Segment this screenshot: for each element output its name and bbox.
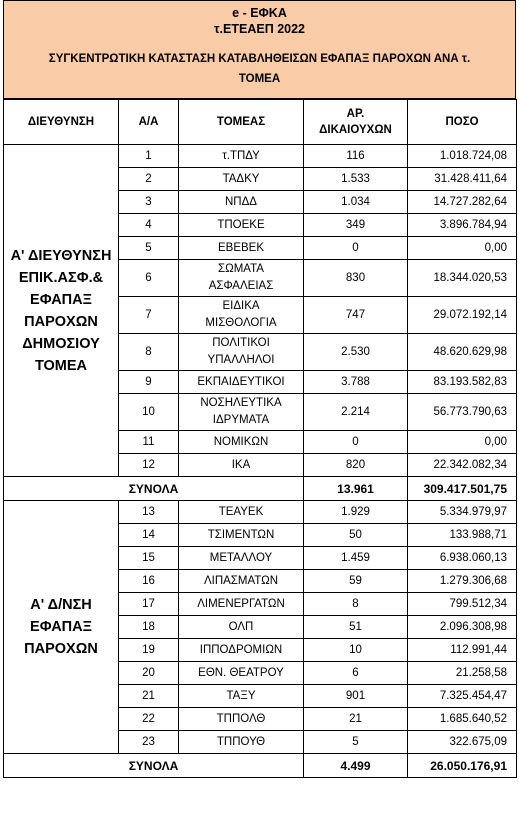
cell-amount: 6.938.060,13	[408, 547, 517, 570]
payments-table	[3, 99, 517, 778]
totals-beneficiaries: 13.961	[304, 477, 408, 501]
cell-amount: 7.325.454,47	[408, 685, 517, 708]
cell-beneficiaries: 116	[304, 145, 408, 168]
cell-amount: 56.773.790,63	[408, 394, 517, 431]
col-header-beneficiaries-line1: ΑΡ.	[346, 108, 365, 120]
tomeas-text: ΛΙΜΕΝΕΡΓΑΤΩΝ	[197, 597, 285, 610]
col-header-tomeas: ΤΟΜΕΑΣ	[179, 100, 304, 145]
tomeas-text: ΥΠΑΛΛΗΛΟΙ	[207, 354, 275, 366]
cell-aa: 18	[119, 616, 179, 639]
tomeas-text: ΛΙΠΑΣΜΑΤΩΝ	[203, 574, 279, 587]
col-header-direction: ΔΙΕΥΘΥΝΣΗ	[4, 100, 119, 145]
cell-amount: 3.896.784,94	[408, 214, 517, 237]
cell-amount: 0,00	[408, 237, 517, 260]
cell-beneficiaries: 5	[304, 731, 408, 754]
cell-beneficiaries: 51	[304, 616, 408, 639]
tomeas-text: ΤΣΙΜΕΝΤΩΝ	[207, 528, 275, 541]
tomeas-text: ΜΙΣΘΟΛΟΓΙΑ	[205, 317, 277, 329]
cell-aa: 4	[119, 214, 179, 237]
cell-aa: 2	[119, 168, 179, 191]
direction-label-line: ΕΦΑΠΑΞ	[30, 619, 92, 635]
cell-amount: 22.342.082,34	[408, 454, 517, 477]
col-header-beneficiaries-line2: ΔΙΚΑΙΟΥΧΩΝ	[319, 124, 392, 136]
cell-amount: 21.258,58	[408, 662, 517, 685]
table-row	[4, 501, 517, 524]
cell-tomeas	[179, 616, 304, 639]
cell-aa: 15	[119, 547, 179, 570]
tomeas-text: ΙΚΑ	[231, 458, 251, 471]
cell-aa: 23	[119, 731, 179, 754]
cell-beneficiaries: 1.533	[304, 168, 408, 191]
cell-aa: 6	[119, 260, 179, 297]
cell-beneficiaries: 6	[304, 662, 408, 685]
cell-beneficiaries: 2.214	[304, 394, 408, 431]
cell-aa: 1	[119, 145, 179, 168]
cell-tomeas	[179, 708, 304, 731]
tomeas-text: ΤΠΠΟΥΘ	[216, 735, 266, 748]
cell-beneficiaries: 830	[304, 260, 408, 297]
cell-aa: 22	[119, 708, 179, 731]
cell-tomeas	[179, 570, 304, 593]
totals-row	[4, 754, 517, 778]
tomeas-text: ΝΟΣΗΛΕΥΤΙΚΑ	[200, 397, 282, 409]
cell-tomeas	[179, 297, 304, 334]
header-line-3: ΣΥΓΚΕΝΤΡΩΤΙΚΗ ΚΑΤΑΣΤΑΣΗ ΚΑΤΑΒΛΗΘΕΙΣΩΝ ΕΦΑΠΑΞ ΠΑΡΟΧΩΝ ΑΝΑ τ.	[48, 53, 471, 65]
cell-tomeas	[179, 501, 304, 524]
cell-amount: 1.279.306,68	[408, 570, 517, 593]
table-row	[4, 145, 517, 168]
cell-tomeas	[179, 685, 304, 708]
tomeas-text: ΤΠΟΕΚΕ	[217, 218, 265, 231]
cell-aa: 12	[119, 454, 179, 477]
direction-label-line: ΤΟΜΕΑ	[34, 357, 88, 374]
cell-amount: 14.727.282,64	[408, 191, 517, 214]
tomeas-text: ΕΒΕΒΕΚ	[217, 241, 265, 254]
tomeas-text: ΕΚΠΑΙΔΕΥΤΙΚΟΙ	[197, 375, 285, 388]
cell-tomeas	[179, 431, 304, 454]
tomeas-text: ΙΔΡΥΜΑΤΑ	[212, 414, 270, 426]
cell-aa: 21	[119, 685, 179, 708]
cell-tomeas	[179, 454, 304, 477]
cell-tomeas	[179, 593, 304, 616]
cell-tomeas	[179, 662, 304, 685]
cell-tomeas	[179, 639, 304, 662]
totals-amount: 309.417.501,75	[408, 477, 517, 501]
column-header-row	[4, 100, 517, 145]
tomeas-text: ΠΟΛΙΤΙΚΟΙ	[212, 337, 270, 349]
direction-public-sector	[4, 145, 119, 477]
cell-amount: 1.018.724,08	[408, 145, 517, 168]
cell-beneficiaries: 8	[304, 593, 408, 616]
cell-tomeas	[179, 260, 304, 297]
cell-aa: 13	[119, 501, 179, 524]
direction-label-line: ΠΑΡΟΧΩΝ	[24, 313, 98, 330]
cell-beneficiaries: 820	[304, 454, 408, 477]
tomeas-text: ΜΕΤΑΛΛΟΥ	[209, 551, 273, 564]
totals-beneficiaries: 4.499	[304, 754, 408, 778]
tomeas-text: ΕΘΝ. ΘΕΑΤΡΟΥ	[198, 666, 284, 679]
totals-label: ΣΥΝΟΛΑ	[4, 477, 304, 501]
cell-aa: 9	[119, 371, 179, 394]
col-header-aa: Α/Α	[119, 100, 179, 145]
direction-label-line: ΕΠΙΚ.ΑΣΦ.&	[18, 269, 104, 286]
cell-beneficiaries: 2.530	[304, 334, 408, 371]
report-header	[3, 0, 516, 99]
cell-beneficiaries: 0	[304, 237, 408, 260]
cell-beneficiaries: 3.788	[304, 371, 408, 394]
cell-amount: 31.428.411,64	[408, 168, 517, 191]
direction-label-line: ΕΦΑΠΑΞ	[30, 291, 92, 308]
header-line-4: ΤΟΜΕΑ	[238, 73, 281, 85]
col-header-beneficiaries	[304, 100, 408, 145]
header-line-2: τ.ΕΤΕΑΕΠ 2022	[213, 22, 306, 36]
cell-aa: 19	[119, 639, 179, 662]
cell-tomeas	[179, 371, 304, 394]
cell-beneficiaries: 21	[304, 708, 408, 731]
tomeas-text: ΝΟΜΙΚΩΝ	[213, 435, 269, 448]
cell-tomeas	[179, 237, 304, 260]
direction-label-line: Α' ΔΙΕΥΘΥΝΣΗ	[10, 247, 112, 264]
tomeas-text: ΣΩΜΑΤΑ	[218, 263, 264, 275]
totals-label: ΣΥΝΟΛΑ	[4, 754, 304, 778]
direction-label-line: Α' Δ/ΝΣΗ	[30, 597, 92, 613]
tomeas-text: ΤΕΑΥΕΚ	[218, 505, 264, 518]
cell-amount: 112.991,44	[408, 639, 517, 662]
tomeas-text: ΑΣΦΑΛΕΙΑΣ	[208, 280, 274, 292]
totals-amount: 26.050.176,91	[408, 754, 517, 778]
cell-tomeas	[179, 214, 304, 237]
cell-amount: 0,00	[408, 431, 517, 454]
cell-aa: 11	[119, 431, 179, 454]
cell-tomeas	[179, 145, 304, 168]
cell-aa: 8	[119, 334, 179, 371]
cell-aa: 16	[119, 570, 179, 593]
cell-tomeas	[179, 394, 304, 431]
direction-label-line: ΔΗΜΟΣΙΟΥ	[22, 335, 100, 352]
cell-aa: 7	[119, 297, 179, 334]
cell-amount: 1.685.640,52	[408, 708, 517, 731]
cell-amount: 18.344.020,53	[408, 260, 517, 297]
tomeas-text: ΟΛΠ	[228, 620, 254, 633]
cell-aa: 14	[119, 524, 179, 547]
cell-amount: 2.096.308,98	[408, 616, 517, 639]
cell-aa: 17	[119, 593, 179, 616]
cell-beneficiaries: 1.929	[304, 501, 408, 524]
tomeas-text: ΤΑΔΚΥ	[222, 172, 260, 185]
cell-amount: 29.072.192,14	[408, 297, 517, 334]
tomeas-text: ΝΠΔΔ	[225, 195, 257, 208]
tomeas-text: ΙΠΠΟΔΡΟΜΙΩΝ	[199, 643, 283, 656]
tomeas-text: τ.ΤΠΔΥ	[222, 149, 260, 162]
cell-tomeas	[179, 168, 304, 191]
cell-aa: 10	[119, 394, 179, 431]
header-line-1: e - ΕΦΚΑ	[232, 6, 287, 20]
cell-beneficiaries: 59	[304, 570, 408, 593]
direction-label-line: ΠΑΡΟΧΩΝ	[24, 641, 98, 657]
cell-tomeas	[179, 524, 304, 547]
cell-aa: 3	[119, 191, 179, 214]
cell-beneficiaries: 10	[304, 639, 408, 662]
totals-row	[4, 477, 517, 501]
cell-tomeas	[179, 547, 304, 570]
tomeas-text: ΕΙΔΙΚΑ	[222, 300, 260, 312]
cell-beneficiaries: 0	[304, 431, 408, 454]
cell-beneficiaries: 901	[304, 685, 408, 708]
cell-amount: 799.512,34	[408, 593, 517, 616]
cell-aa: 5	[119, 237, 179, 260]
cell-amount: 83.193.582,83	[408, 371, 517, 394]
cell-tomeas	[179, 731, 304, 754]
cell-beneficiaries: 349	[304, 214, 408, 237]
tomeas-text: ΤΠΠΟΛΘ	[216, 712, 266, 725]
cell-beneficiaries: 50	[304, 524, 408, 547]
cell-aa: 20	[119, 662, 179, 685]
col-header-amount: ΠΟΣΟ	[408, 100, 517, 145]
cell-amount: 322.675,09	[408, 731, 517, 754]
cell-beneficiaries: 747	[304, 297, 408, 334]
cell-tomeas	[179, 191, 304, 214]
cell-amount: 133.988,71	[408, 524, 517, 547]
tomeas-text: ΤΑΞΥ	[226, 689, 256, 702]
cell-amount: 48.620.629,98	[408, 334, 517, 371]
cell-tomeas	[179, 334, 304, 371]
direction-lump-sum	[4, 501, 119, 754]
cell-beneficiaries: 1.034	[304, 191, 408, 214]
cell-amount: 5.334.979,97	[408, 501, 517, 524]
cell-beneficiaries: 1.459	[304, 547, 408, 570]
